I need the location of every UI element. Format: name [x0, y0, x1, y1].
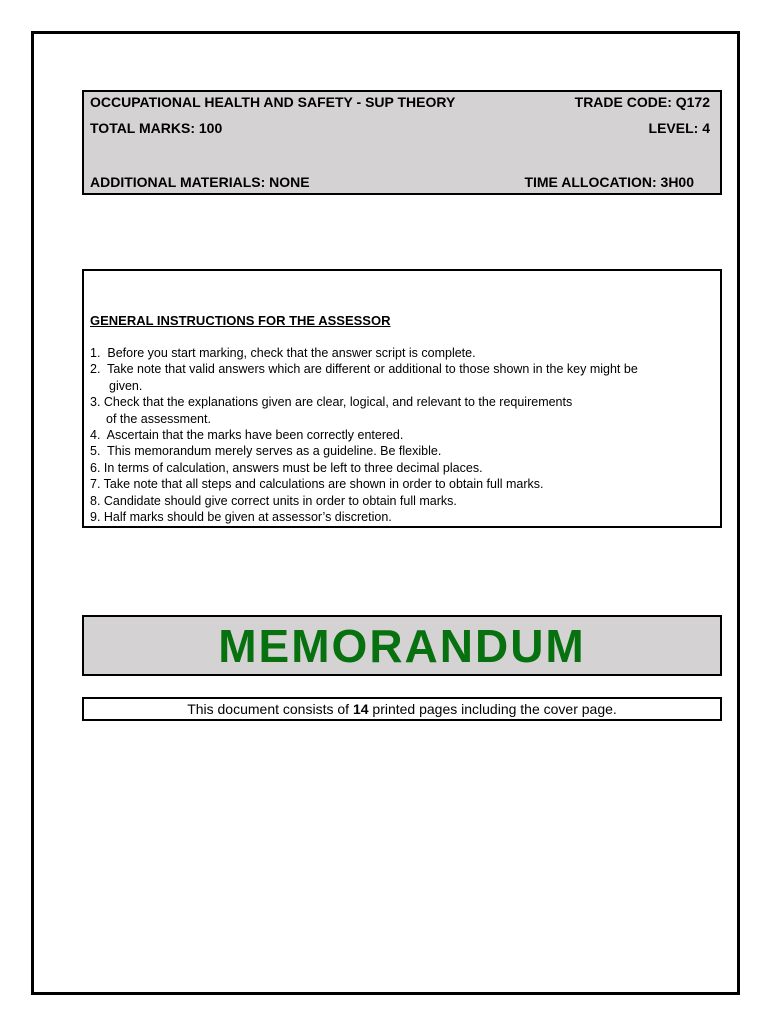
instruction-item: 3. Check that the explanations given are clear, logical, and relevant to the requirements of the assessment. [90, 395, 573, 426]
instructions-box [82, 269, 722, 528]
instructions-title: GENERAL INSTRUCTIONS FOR THE ASSESSOR [90, 313, 391, 328]
page-count-prefix: This document consists of [187, 701, 353, 717]
subject-title: OCCUPATIONAL HEALTH AND SAFETY - SUP THEORY [90, 94, 456, 110]
instruction-item: 1. Before you start marking, check that the answer script is complete. [90, 346, 476, 360]
time-allocation: TIME ALLOCATION: 3H00 [524, 174, 694, 190]
exam-header [82, 90, 722, 195]
additional-materials: ADDITIONAL MATERIALS: NONE [90, 174, 310, 190]
instruction-item: 5. This memorandum merely serves as a guideline. Be flexible. [90, 444, 442, 459]
memorandum-banner [82, 615, 722, 676]
instruction-item: 7. Take note that all steps and calculations are shown in order to obtain full marks. [90, 477, 544, 492]
instruction-item: 4. Ascertain that the marks have been correctly entered. [90, 428, 404, 443]
instruction-item: 6. In terms of calculation, answers must be left to three decimal places. [90, 460, 483, 475]
page-count-number: 14 [352, 701, 369, 717]
total-marks: TOTAL MARKS: 100 [90, 120, 223, 136]
page-count-note [82, 697, 722, 721]
level: LEVEL: 4 [648, 120, 710, 136]
instruction-item: 2. Take note that valid answers which are different or additional to those shown in the key might be given. [90, 362, 638, 393]
trade-code: TRADE CODE: Q172 [574, 94, 710, 110]
instruction-item: 9. Half marks should be given at assessor’s discretion. [90, 510, 392, 525]
instructions-list [90, 345, 710, 525]
memorandum-title: MEMORANDUM [218, 619, 586, 672]
instruction-item: 8. Candidate should give correct units in order to obtain full marks. [90, 493, 457, 508]
page-count-suffix: printed pages including the cover page. [368, 701, 617, 717]
